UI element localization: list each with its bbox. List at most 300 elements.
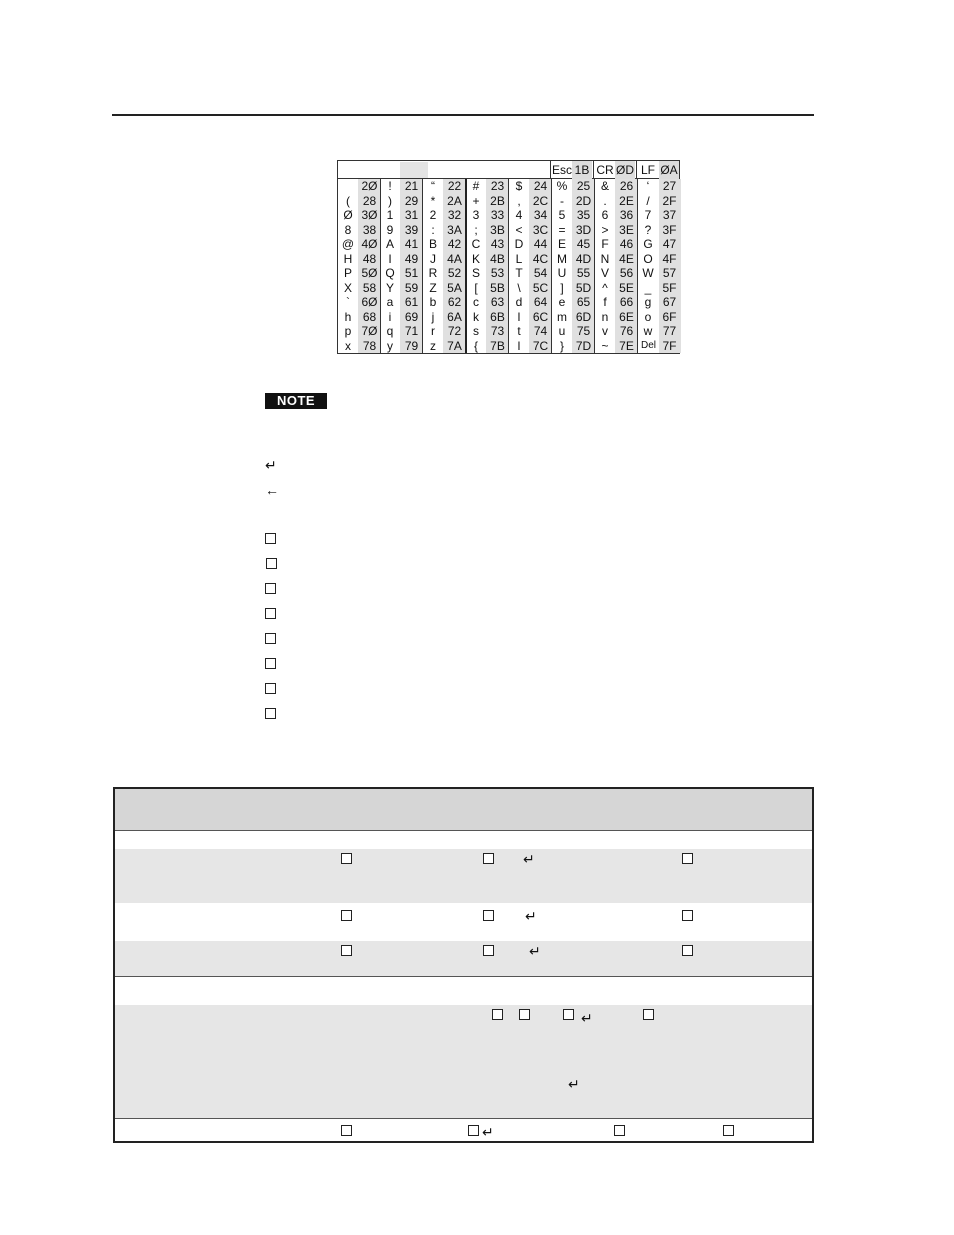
ascii-hex: 52 bbox=[447, 266, 462, 280]
ascii-char: A bbox=[385, 237, 394, 251]
ascii-hex: 3D bbox=[575, 222, 592, 237]
ascii-char: b bbox=[429, 295, 437, 309]
variable-box-icon bbox=[265, 708, 276, 719]
ascii-char: o bbox=[644, 309, 652, 324]
variable-box-icon bbox=[265, 533, 276, 544]
ascii-char: N bbox=[600, 251, 610, 266]
ascii-char: Z bbox=[429, 280, 437, 295]
ascii-entry bbox=[380, 223, 423, 238]
ascii-entry bbox=[638, 310, 681, 325]
ascii-hex: 75 bbox=[576, 324, 591, 338]
ascii-char: E bbox=[557, 237, 566, 251]
ascii-entry bbox=[380, 266, 423, 281]
ascii-hex: 3F bbox=[662, 222, 677, 237]
ascii-hex: 57 bbox=[662, 266, 677, 280]
variable-box-icon bbox=[341, 1125, 352, 1136]
ascii-column bbox=[380, 179, 423, 353]
ascii-char: ` bbox=[346, 295, 350, 309]
ascii-hex: 62 bbox=[447, 295, 462, 309]
ascii-hex: 42 bbox=[447, 237, 462, 251]
ascii-char: 4 bbox=[515, 208, 523, 222]
ascii-entry bbox=[595, 252, 638, 267]
ascii-char: $ bbox=[515, 179, 523, 193]
ascii-entry bbox=[338, 194, 381, 209]
ascii-entry bbox=[338, 237, 381, 252]
ascii-entry bbox=[638, 281, 681, 296]
header-esc-char: Esc bbox=[551, 163, 572, 177]
header-lf-hex: ØA bbox=[660, 163, 678, 177]
ascii-entry bbox=[595, 295, 638, 310]
ascii-char: 8 bbox=[344, 222, 352, 237]
ascii-char: ] bbox=[560, 280, 564, 295]
ascii-entry bbox=[552, 194, 595, 209]
ascii-entry bbox=[509, 324, 552, 339]
ascii-hex: 27 bbox=[662, 179, 677, 193]
ascii-char: ? bbox=[644, 222, 652, 237]
ascii-hex: 3A bbox=[447, 222, 462, 237]
ascii-char: w bbox=[643, 324, 653, 338]
ascii-hex: 5D bbox=[575, 280, 592, 295]
ascii-entry bbox=[338, 310, 381, 325]
ascii-char: ; bbox=[474, 222, 478, 237]
ascii-char: \ bbox=[517, 280, 521, 295]
column-divider bbox=[465, 179, 467, 353]
ascii-char: 2 bbox=[429, 208, 437, 222]
ascii-char: } bbox=[559, 338, 564, 353]
ascii-column bbox=[509, 179, 552, 353]
ascii-hex: 6A bbox=[447, 309, 462, 324]
ascii-entry bbox=[509, 266, 552, 281]
ascii-char: r bbox=[431, 324, 435, 338]
ascii-entry bbox=[466, 281, 509, 296]
ascii-entry bbox=[552, 179, 595, 194]
ascii-entry bbox=[552, 223, 595, 238]
ascii-char: + bbox=[472, 193, 480, 208]
ascii-entry bbox=[380, 310, 423, 325]
ascii-entry bbox=[466, 339, 509, 354]
ascii-hex: 65 bbox=[576, 295, 591, 309]
ascii-char: X bbox=[343, 280, 352, 295]
ascii-hex: 44 bbox=[533, 237, 548, 251]
ascii-entry bbox=[338, 223, 381, 238]
ascii-char: q bbox=[386, 324, 394, 338]
ascii-entry bbox=[423, 194, 466, 209]
ascii-char: ‘ bbox=[646, 179, 650, 193]
ascii-char: D bbox=[514, 237, 524, 251]
variable-box-icon bbox=[682, 910, 693, 921]
ascii-hex: 23 bbox=[490, 179, 505, 193]
ascii-char: 5 bbox=[558, 208, 566, 222]
ascii-hex: 24 bbox=[533, 179, 548, 193]
ascii-hex: 5E bbox=[619, 280, 634, 295]
ascii-entry bbox=[423, 252, 466, 267]
ascii-hex: 49 bbox=[404, 251, 419, 266]
note-badge: NOTE bbox=[265, 393, 327, 409]
ascii-entry bbox=[595, 281, 638, 296]
ascii-hex: 61 bbox=[404, 295, 419, 309]
ascii-char: @ bbox=[341, 237, 355, 251]
ascii-char: s bbox=[473, 324, 479, 338]
ascii-column bbox=[638, 179, 681, 353]
ascii-hex: 66 bbox=[619, 295, 634, 309]
ascii-entry bbox=[595, 223, 638, 238]
ascii-char: B bbox=[428, 237, 437, 251]
ascii-hex: 4B bbox=[490, 251, 505, 266]
ascii-char: Q bbox=[385, 266, 395, 280]
ascii-hex: 78 bbox=[362, 338, 377, 353]
ascii-entry bbox=[638, 324, 681, 339]
ascii-char: _ bbox=[644, 280, 652, 295]
variable-box-icon bbox=[265, 608, 276, 619]
ascii-char: 6 bbox=[601, 208, 609, 222]
ascii-char: Ø bbox=[343, 208, 353, 222]
ascii-entry bbox=[552, 310, 595, 325]
ascii-entry bbox=[638, 194, 681, 209]
ascii-entry bbox=[466, 310, 509, 325]
ascii-hex: 2F bbox=[662, 193, 677, 208]
ascii-char: z bbox=[430, 338, 436, 353]
ascii-hex: 36 bbox=[619, 208, 634, 222]
ascii-hex: 22 bbox=[447, 179, 462, 193]
ascii-entry bbox=[466, 295, 509, 310]
ascii-char: - bbox=[560, 193, 564, 208]
ascii-entry bbox=[423, 208, 466, 223]
ascii-char: H bbox=[343, 251, 353, 266]
ascii-hex: 64 bbox=[533, 295, 548, 309]
ascii-char: { bbox=[473, 338, 478, 353]
ascii-column bbox=[552, 179, 595, 353]
header-esc-hex: 1B bbox=[572, 161, 592, 179]
ascii-entry bbox=[338, 252, 381, 267]
ascii-hex: 34 bbox=[533, 208, 548, 222]
variable-box-icon bbox=[563, 1009, 574, 1020]
variable-box-icon bbox=[682, 853, 693, 864]
ascii-char: V bbox=[600, 266, 609, 280]
return-icon: ↵ bbox=[523, 851, 535, 867]
ascii-hex: 73 bbox=[490, 324, 505, 338]
ascii-entry bbox=[423, 324, 466, 339]
ascii-entry bbox=[638, 266, 681, 281]
ascii-hex: 2Ø bbox=[361, 179, 378, 193]
ascii-entry bbox=[638, 179, 681, 194]
variable-box-icon bbox=[341, 853, 352, 864]
command-table bbox=[113, 787, 814, 1143]
ascii-char: M bbox=[557, 251, 567, 266]
ascii-entry bbox=[380, 324, 423, 339]
ascii-hex: 29 bbox=[404, 193, 419, 208]
ascii-entry bbox=[595, 237, 638, 252]
ascii-char: h bbox=[344, 309, 352, 324]
ascii-entry bbox=[466, 208, 509, 223]
ascii-hex: 58 bbox=[362, 280, 377, 295]
variable-box-icon bbox=[483, 853, 494, 864]
ascii-char: W bbox=[642, 266, 654, 280]
ascii-entry bbox=[380, 281, 423, 296]
ascii-entry bbox=[423, 339, 466, 354]
ascii-entry bbox=[380, 237, 423, 252]
left-arrow-icon: ← bbox=[265, 482, 279, 498]
ascii-hex: 33 bbox=[490, 208, 505, 222]
ascii-entry bbox=[423, 266, 466, 281]
ascii-hex: 7F bbox=[662, 338, 677, 353]
ascii-char: T bbox=[515, 266, 523, 280]
ascii-entry bbox=[638, 208, 681, 223]
ascii-char: 1 bbox=[386, 208, 394, 222]
ascii-entry bbox=[595, 208, 638, 223]
ascii-hex: 5A bbox=[447, 280, 462, 295]
ascii-char: L bbox=[515, 251, 523, 266]
ascii-entry bbox=[509, 252, 552, 267]
ascii-entry bbox=[423, 281, 466, 296]
ascii-entry bbox=[380, 179, 423, 194]
ascii-hex: 5B bbox=[490, 280, 505, 295]
ascii-entry bbox=[466, 266, 509, 281]
ascii-hex: 32 bbox=[447, 208, 462, 222]
ascii-entry bbox=[509, 339, 552, 354]
ascii-column bbox=[595, 179, 638, 353]
ascii-hex: 72 bbox=[447, 324, 462, 338]
ascii-entry bbox=[552, 339, 595, 354]
ascii-char: & bbox=[600, 179, 609, 193]
ascii-char: = bbox=[558, 222, 566, 237]
header-lf bbox=[637, 161, 680, 179]
ascii-hex: 6B bbox=[490, 309, 505, 324]
ascii-entry bbox=[552, 324, 595, 339]
ascii-hex: 53 bbox=[490, 266, 505, 280]
ascii-hex: 69 bbox=[404, 309, 419, 324]
ascii-entry bbox=[509, 281, 552, 296]
variable-box-icon bbox=[265, 683, 276, 694]
ascii-entry bbox=[509, 237, 552, 252]
ascii-hex: 6E bbox=[619, 309, 634, 324]
ascii-entry bbox=[423, 223, 466, 238]
variable-box-icon bbox=[265, 583, 276, 594]
ascii-chart bbox=[337, 160, 680, 354]
ascii-hex: 4Ø bbox=[361, 237, 378, 251]
ascii-char: : bbox=[431, 222, 435, 237]
ascii-entry bbox=[338, 281, 381, 296]
ascii-entry bbox=[552, 281, 595, 296]
table-row bbox=[115, 941, 812, 976]
ascii-entry bbox=[595, 324, 638, 339]
ascii-entry bbox=[338, 339, 381, 354]
ascii-char: Del bbox=[640, 339, 656, 351]
ascii-char: g bbox=[644, 295, 652, 309]
variable-box-icon bbox=[341, 945, 352, 956]
table-row bbox=[115, 849, 812, 903]
ascii-hex: 3Ø bbox=[361, 208, 378, 222]
ascii-char: d bbox=[515, 295, 523, 309]
ascii-entry bbox=[466, 237, 509, 252]
return-icon: ↵ bbox=[525, 908, 537, 924]
ascii-char: Y bbox=[385, 280, 394, 295]
ascii-char: j bbox=[431, 309, 435, 324]
variable-box-icon bbox=[519, 1009, 530, 1020]
ascii-hex: 3B bbox=[490, 222, 505, 237]
ascii-entry bbox=[380, 208, 423, 223]
ascii-hex: 71 bbox=[404, 324, 419, 338]
ascii-hex: 2E bbox=[619, 193, 634, 208]
variable-box-icon bbox=[265, 633, 276, 644]
variable-box-icon bbox=[483, 945, 494, 956]
ascii-entry bbox=[552, 208, 595, 223]
variable-box-icon bbox=[483, 910, 494, 921]
ascii-entry bbox=[552, 252, 595, 267]
ascii-char: x bbox=[345, 338, 351, 353]
ascii-entry bbox=[380, 339, 423, 354]
ascii-char: m bbox=[557, 309, 567, 324]
ascii-entry bbox=[595, 179, 638, 194]
ascii-char: “ bbox=[431, 179, 435, 193]
ascii-entry bbox=[423, 179, 466, 194]
ascii-hex: 4A bbox=[447, 251, 462, 266]
ascii-char: a bbox=[386, 295, 394, 309]
ascii-hex: 51 bbox=[404, 266, 419, 280]
ascii-hex: 55 bbox=[576, 266, 591, 280]
ascii-entry bbox=[466, 179, 509, 194]
ascii-hex: 68 bbox=[362, 309, 377, 324]
ascii-entry bbox=[338, 266, 381, 281]
ascii-char: P bbox=[343, 266, 352, 280]
ascii-hex: 31 bbox=[404, 208, 419, 222]
header-lf-char: LF bbox=[640, 163, 655, 177]
ascii-column bbox=[466, 179, 509, 353]
ascii-chart-header bbox=[338, 161, 679, 179]
ascii-char: G bbox=[643, 237, 653, 251]
ascii-hex: 7B bbox=[490, 338, 505, 353]
ascii-hex: 6C bbox=[532, 309, 549, 324]
ascii-hex: 4C bbox=[532, 251, 549, 266]
ascii-char: f bbox=[603, 295, 607, 309]
ascii-char: K bbox=[471, 251, 480, 266]
ascii-hex: 2B bbox=[490, 193, 505, 208]
ascii-hex: 3C bbox=[532, 222, 549, 237]
ascii-char: l bbox=[517, 309, 521, 324]
variable-box-icon bbox=[341, 910, 352, 921]
ascii-hex: 41 bbox=[404, 237, 419, 251]
ascii-hex: 79 bbox=[404, 338, 419, 353]
ascii-entry bbox=[552, 237, 595, 252]
ascii-char: 9 bbox=[386, 222, 394, 237]
ascii-char: y bbox=[387, 338, 393, 353]
ascii-entry bbox=[638, 295, 681, 310]
header-esc bbox=[551, 161, 594, 179]
ascii-hex: 54 bbox=[533, 266, 548, 280]
ascii-hex: 77 bbox=[662, 324, 677, 338]
ascii-hex: 26 bbox=[619, 179, 634, 193]
ascii-hex: 21 bbox=[404, 179, 419, 193]
ascii-char: O bbox=[643, 251, 653, 266]
return-icon: ↵ bbox=[529, 943, 541, 959]
ascii-hex: 46 bbox=[619, 237, 634, 251]
ascii-hex: 25 bbox=[576, 179, 591, 193]
ascii-entry bbox=[466, 223, 509, 238]
ascii-hex: 7E bbox=[619, 338, 634, 353]
ascii-hex: 45 bbox=[576, 237, 591, 251]
ascii-char: , bbox=[517, 193, 521, 208]
ascii-char: F bbox=[601, 237, 609, 251]
return-icon: ↵ bbox=[568, 1076, 580, 1092]
ascii-entry bbox=[380, 194, 423, 209]
ascii-hex: 37 bbox=[662, 208, 677, 222]
ascii-hex: 6D bbox=[575, 309, 592, 324]
ascii-char: v bbox=[602, 324, 608, 338]
ascii-column bbox=[338, 179, 381, 353]
ascii-char: 7 bbox=[644, 208, 652, 222]
variable-box-icon bbox=[266, 558, 277, 569]
ascii-entry bbox=[638, 339, 681, 354]
ascii-char: u bbox=[558, 324, 566, 338]
ascii-hex: 39 bbox=[404, 222, 419, 237]
ascii-entry bbox=[423, 295, 466, 310]
ascii-char: p bbox=[344, 324, 352, 338]
ascii-hex: 7Ø bbox=[361, 324, 378, 338]
ascii-entry bbox=[509, 179, 552, 194]
ascii-entry bbox=[338, 208, 381, 223]
ascii-hex: 3E bbox=[619, 222, 634, 237]
ascii-hex: 5C bbox=[532, 280, 549, 295]
ascii-hex: 76 bbox=[619, 324, 634, 338]
ascii-hex: 38 bbox=[362, 222, 377, 237]
ascii-char: ! bbox=[388, 179, 392, 193]
ascii-hex: 59 bbox=[404, 280, 419, 295]
ascii-char: C bbox=[471, 237, 481, 251]
ascii-entry bbox=[552, 266, 595, 281]
ascii-hex: 63 bbox=[490, 295, 505, 309]
ascii-hex: 2D bbox=[575, 193, 592, 208]
ascii-entry bbox=[595, 266, 638, 281]
header-cr-char: CR bbox=[596, 163, 614, 177]
ascii-hex: 56 bbox=[619, 266, 634, 280]
ascii-char: ~ bbox=[601, 338, 609, 353]
ascii-char: [ bbox=[474, 280, 478, 295]
ascii-char: i bbox=[388, 309, 392, 324]
ascii-entry bbox=[509, 194, 552, 209]
ascii-entry bbox=[338, 295, 381, 310]
ascii-char: ^ bbox=[602, 280, 608, 295]
ascii-hex: 48 bbox=[362, 251, 377, 266]
ascii-hex: 5Ø bbox=[361, 266, 378, 280]
ascii-column bbox=[423, 179, 466, 353]
ascii-hex: 47 bbox=[662, 237, 677, 251]
ascii-entry bbox=[466, 252, 509, 267]
ascii-hex: 67 bbox=[662, 295, 677, 309]
ascii-char: U bbox=[557, 266, 567, 280]
variable-box-icon bbox=[492, 1009, 503, 1020]
ascii-char: e bbox=[558, 295, 566, 309]
variable-box-icon bbox=[614, 1125, 625, 1136]
ascii-hex: 7A bbox=[447, 338, 462, 353]
ascii-char: % bbox=[556, 179, 568, 193]
table-row bbox=[115, 1005, 812, 1118]
ascii-char: . bbox=[603, 193, 607, 208]
ascii-char: n bbox=[601, 309, 609, 324]
ascii-char: 3 bbox=[472, 208, 480, 222]
ascii-char: / bbox=[646, 193, 650, 208]
ascii-entry bbox=[423, 310, 466, 325]
ascii-entry bbox=[509, 208, 552, 223]
ascii-entry bbox=[638, 237, 681, 252]
ascii-entry bbox=[595, 194, 638, 209]
ascii-char: R bbox=[428, 266, 438, 280]
ascii-hex: 35 bbox=[576, 208, 591, 222]
ascii-hex: 7D bbox=[575, 338, 592, 353]
variable-box-icon bbox=[682, 945, 693, 956]
ascii-entry bbox=[552, 295, 595, 310]
ascii-char: S bbox=[471, 266, 480, 280]
ascii-entry bbox=[423, 237, 466, 252]
ascii-hex: 7C bbox=[532, 338, 549, 353]
